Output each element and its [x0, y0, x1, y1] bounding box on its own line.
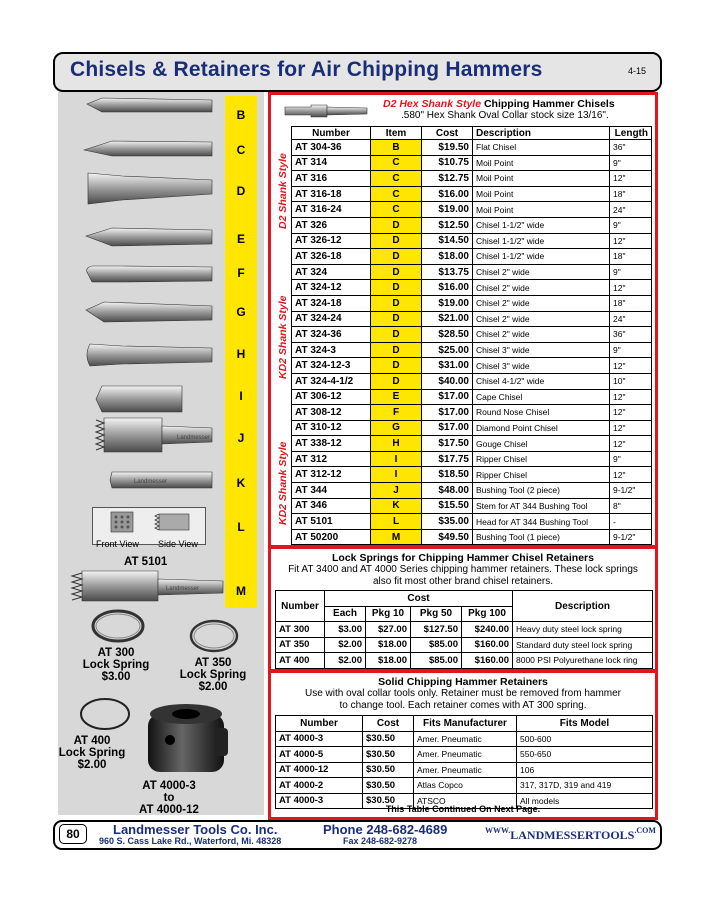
table-row [276, 637, 653, 653]
springs-h-each: Each [325, 606, 366, 622]
cell-item: K [371, 498, 422, 514]
cell-number: AT 316-18 [292, 186, 371, 202]
cell-description: Heavy duty steel lock spring [513, 622, 653, 638]
company-fax: Fax 248-682-9278 [343, 836, 418, 846]
letter-j: J [237, 431, 245, 445]
cell-number: AT 4000-2 [276, 778, 363, 794]
one-piece-bushing-tool-icon [68, 565, 228, 607]
cell-length: 9-1/2" [610, 483, 652, 499]
cell-length: 24" [610, 202, 652, 218]
cell-length: 12" [610, 358, 652, 374]
springs-table [275, 590, 653, 669]
cell-model: 550-650 [517, 747, 653, 763]
cell-number: AT 4000-12 [276, 762, 363, 778]
cell-cost: $25.00 [422, 342, 473, 358]
cell-pkg50: $127.50 [411, 622, 462, 638]
cell-item: D [371, 373, 422, 389]
cell-description: 8000 PSI Polyurethane lock ring [513, 653, 653, 669]
cell-cost: $18.00 [422, 249, 473, 265]
cell-length: 12" [610, 171, 652, 187]
table-row [292, 280, 652, 296]
company-name: Landmesser Tools Co. Inc. [113, 822, 278, 837]
polyurethane-lock-ring-icon [76, 694, 134, 734]
chisel-table-body [292, 140, 652, 545]
cell-number: AT 324-12-3 [292, 358, 371, 374]
cell-description: Chisel 4-1/2" wide [473, 373, 610, 389]
table-row [292, 498, 652, 514]
standard-lock-spring-icon [186, 616, 242, 656]
table-row [292, 186, 652, 202]
cell-number: AT 338-12 [292, 436, 371, 452]
cell-description: Moil Point [473, 155, 610, 171]
cell-length: 9-1/2" [610, 529, 652, 545]
letter-l: L [237, 520, 245, 534]
cell-item: D [371, 233, 422, 249]
at400-caption: AT 400 Lock Spring $2.00 [58, 735, 126, 771]
col-cost: Cost [422, 127, 473, 140]
cell-model: 500-600 [517, 731, 653, 747]
cell-description: Chisel 1-1/2" wide [473, 233, 610, 249]
chisel-table [291, 126, 652, 545]
cell-manufacturer: Amer. Pneumatic [414, 747, 517, 763]
page-footer [53, 820, 662, 850]
retainers-section [268, 670, 658, 820]
page-title: Chisels & Retainers for Air Chipping Hammers [70, 58, 543, 81]
cell-description: Moil Point [473, 186, 610, 202]
table-row [276, 747, 653, 763]
cell-description: Gouge Chisel [473, 436, 610, 452]
cell-pkg100: $240.00 [462, 622, 513, 638]
chisel-illustrations [82, 96, 222, 536]
table-row [292, 155, 652, 171]
cell-cost: $31.00 [422, 358, 473, 374]
cell-length: 12" [610, 233, 652, 249]
cell-description: Bushing Tool (2 piece) [473, 483, 610, 499]
cell-number: AT 4000-3 [276, 793, 363, 809]
cell-description: Bushing Tool (1 piece) [473, 529, 610, 545]
retainers-line2: to change tool. Each retainer comes with AT 300 spring. [339, 700, 587, 711]
cell-number: AT 350 [276, 637, 325, 653]
flat-chisel-icon [87, 98, 212, 112]
cell-cost: $18.50 [422, 467, 473, 483]
cell-cost: $12.50 [422, 217, 473, 233]
cell-number: AT 324 [292, 264, 371, 280]
table-row [292, 140, 652, 156]
cell-length: 12" [610, 389, 652, 405]
cell-cost: $19.00 [422, 295, 473, 311]
table-row [292, 358, 652, 374]
cell-item: D [371, 280, 422, 296]
springs-h-pkg100: Pkg 100 [462, 606, 513, 622]
cell-length: 9" [610, 342, 652, 358]
table-row [292, 405, 652, 421]
cell-cost: $30.50 [363, 747, 414, 763]
cell-each: $3.00 [325, 622, 366, 638]
company-address: 960 S. Cass Lake Rd., Waterford, Mi. 48328 [99, 836, 282, 846]
lock-springs-section [268, 546, 658, 672]
springs-h-pkg10: Pkg 10 [366, 606, 411, 622]
springs-h-desc: Description [513, 591, 653, 622]
cell-description: Stem for AT 344 Bushing Tool [473, 498, 610, 514]
cell-cost: $49.50 [422, 529, 473, 545]
cell-cost: $12.75 [422, 171, 473, 187]
cell-length: 36" [610, 140, 652, 156]
table-row [292, 483, 652, 499]
col-length: Length [610, 127, 652, 140]
cell-cost: $13.75 [422, 264, 473, 280]
cell-pkg10: $18.00 [366, 653, 411, 669]
cell-number: AT 308-12 [292, 405, 371, 421]
cell-item: G [371, 420, 422, 436]
cell-cost: $14.50 [422, 233, 473, 249]
cell-item: E [371, 389, 422, 405]
cell-description: Chisel 2" wide [473, 327, 610, 343]
retainer-icon [140, 700, 236, 782]
cell-item: L [371, 514, 422, 530]
letter-b: B [236, 108, 246, 122]
cell-manufacturer: Atlas Copco [414, 778, 517, 794]
cell-length: 12" [610, 280, 652, 296]
cell-item: B [371, 140, 422, 156]
table-row [292, 342, 652, 358]
letter-d: D [236, 184, 246, 198]
cell-item: D [371, 264, 422, 280]
cell-description: Chisel 2" wide [473, 264, 610, 280]
cell-number: AT 324-18 [292, 295, 371, 311]
cell-cost: $17.50 [422, 436, 473, 452]
letter-i: I [239, 389, 243, 403]
ret-h-cost: Cost [363, 716, 414, 732]
cell-pkg10: $27.00 [366, 622, 411, 638]
cell-length: 12" [610, 420, 652, 436]
cell-description: Chisel 2" wide [473, 295, 610, 311]
table-row [292, 233, 652, 249]
table-row [276, 731, 653, 747]
table-row [292, 202, 652, 218]
round-nose-chisel-icon [87, 266, 212, 282]
table-row [292, 249, 652, 265]
cell-number: AT 326-18 [292, 249, 371, 265]
cell-description: Chisel 2" wide [473, 311, 610, 327]
cell-number: AT 316-24 [292, 202, 371, 218]
cell-number: AT 324-4-1/2 [292, 373, 371, 389]
cell-item: D [371, 311, 422, 327]
cell-item: J [371, 483, 422, 499]
table-row [292, 514, 652, 530]
cell-cost: $16.00 [422, 186, 473, 202]
cell-cost: $28.50 [422, 327, 473, 343]
bushing-tool-icon [96, 418, 212, 452]
cell-length: 18" [610, 295, 652, 311]
table-row [276, 622, 653, 638]
springs-line2: also fit most other brand chisel retainers. [372, 576, 554, 587]
cell-number: AT 326-12 [292, 233, 371, 249]
table-row [276, 762, 653, 778]
cell-description: Ripper Chisel [473, 467, 610, 483]
continued-note: This Table Continued On Next Page. [385, 804, 541, 814]
table-row [292, 295, 652, 311]
cell-item: I [371, 451, 422, 467]
cell-number: AT 400 [276, 653, 325, 669]
table-row [276, 778, 653, 794]
letter-e: E [236, 232, 245, 246]
table-row [292, 264, 652, 280]
cell-description: Chisel 1-1/2" wide [473, 217, 610, 233]
side-label-kd2-a: KD2 Shank Style [277, 295, 289, 379]
cell-number: AT 300 [276, 622, 325, 638]
cell-length: 8" [610, 498, 652, 514]
table-row [292, 436, 652, 452]
cell-length: 18" [610, 186, 652, 202]
cell-item: D [371, 249, 422, 265]
table-row [292, 420, 652, 436]
cell-cost: $16.00 [422, 280, 473, 296]
cell-length: 36" [610, 327, 652, 343]
cell-manufacturer: Amer. Pneumatic [414, 731, 517, 747]
cell-model: 317, 317D, 319 and 419 [517, 778, 653, 794]
cell-number: AT 314 [292, 155, 371, 171]
table-header-row [292, 127, 652, 140]
cell-description: Standard duty steel lock spring [513, 637, 653, 653]
cell-description: Moil Point [473, 171, 610, 187]
ret-h-number: Number [276, 716, 363, 732]
cell-model: 106 [517, 762, 653, 778]
cell-description: Moil Point [473, 202, 610, 218]
cell-length: 18" [610, 249, 652, 265]
letter-h: H [236, 347, 246, 361]
cell-cost: $30.50 [363, 778, 414, 794]
cell-cost: $17.75 [422, 451, 473, 467]
cell-item: D [371, 295, 422, 311]
cell-cost: $17.00 [422, 420, 473, 436]
retainers-table [275, 715, 653, 809]
at5101-label: AT 5101 [124, 556, 168, 568]
cell-description: Ripper Chisel [473, 451, 610, 467]
chisel-section [268, 92, 658, 548]
cell-number: AT 5101 [292, 514, 371, 530]
side-label-kd2-b: KD2 Shank Style [277, 441, 289, 525]
svg-text:Landmesser: Landmesser [166, 586, 200, 592]
cell-cost: $30.50 [363, 793, 414, 809]
cell-number: AT 50200 [292, 529, 371, 545]
cell-pkg10: $18.00 [366, 637, 411, 653]
cell-length: 12" [610, 436, 652, 452]
table-row [292, 389, 652, 405]
cell-cost: $40.00 [422, 373, 473, 389]
cell-cost: $10.75 [422, 155, 473, 171]
front-view-label: Front View [96, 539, 139, 549]
cell-number: AT 312-12 [292, 467, 371, 483]
cell-pkg100: $160.00 [462, 653, 513, 669]
cell-item: C [371, 186, 422, 202]
cell-item: I [371, 467, 422, 483]
cell-cost: $17.00 [422, 405, 473, 421]
cell-number: AT 4000-3 [276, 731, 363, 747]
chisel-subtitle: .580" Hex Shank Oval Collar stock size 13/16". [401, 110, 609, 121]
cell-cost: $48.00 [422, 483, 473, 499]
company-website[interactable]: $^{WWW.}LANDMESSERTOOLS^{.COM}$ [485, 826, 656, 842]
moil-point-icon [84, 141, 212, 156]
cell-manufacturer: Amer. Pneumatic [414, 762, 517, 778]
cell-pkg50: $85.00 [411, 637, 462, 653]
table-row [292, 529, 652, 545]
cell-item: H [371, 436, 422, 452]
cell-number: AT 304-36 [292, 140, 371, 156]
letter-g: G [236, 305, 246, 319]
col-number: Number [292, 127, 371, 140]
ripper-chisel-icon [96, 386, 182, 412]
cell-item: C [371, 155, 422, 171]
cell-length: 9" [610, 155, 652, 171]
heavy-lock-spring-icon [88, 606, 148, 646]
cell-pkg50: $85.00 [411, 653, 462, 669]
cell-description: Chisel 2" wide [473, 280, 610, 296]
cell-cost: $19.00 [422, 202, 473, 218]
cell-number: AT 316 [292, 171, 371, 187]
cell-number: AT 4000-5 [276, 747, 363, 763]
cell-cost: $30.50 [363, 731, 414, 747]
svg-text:Landmesser: Landmesser [177, 435, 211, 441]
page-ref: 4-15 [627, 66, 646, 76]
letter-m: M [236, 584, 246, 598]
cell-item: C [371, 202, 422, 218]
cell-length: 12" [610, 467, 652, 483]
cell-cost: $17.00 [422, 389, 473, 405]
springs-title: Lock Springs for Chipping Hammer Chisel Retainers [332, 552, 594, 564]
cell-length: 10" [610, 373, 652, 389]
page-header [53, 52, 662, 92]
letter-k: K [236, 476, 246, 490]
cell-each: $2.00 [325, 637, 366, 653]
cell-item: C [371, 171, 422, 187]
side-view-label: Side View [158, 539, 198, 549]
gouge-chisel-icon [87, 344, 212, 366]
cell-each: $2.00 [325, 653, 366, 669]
table-row [292, 467, 652, 483]
at300-caption: AT 300 Lock Spring $3.00 [82, 647, 150, 683]
cell-length: 12" [610, 405, 652, 421]
table-row [292, 217, 652, 233]
col-item: Item [371, 127, 422, 140]
cell-cost: $15.50 [422, 498, 473, 514]
cell-length: - [610, 514, 652, 530]
table-row [292, 373, 652, 389]
side-label-d2: D2 Shank Style [277, 153, 289, 229]
cell-model: All models [517, 793, 653, 809]
page-number: 80 [59, 824, 87, 844]
springs-h-pkg50: Pkg 50 [411, 606, 462, 622]
at4000-caption: AT 4000-3 to AT 4000-12 [139, 780, 199, 816]
cell-cost: $30.50 [363, 762, 414, 778]
cell-number: AT 346 [292, 498, 371, 514]
cell-number: AT 344 [292, 483, 371, 499]
svg-text:Landmesser: Landmesser [134, 479, 168, 485]
cell-cost: $35.00 [422, 514, 473, 530]
cell-item: M [371, 529, 422, 545]
cell-cost: $21.00 [422, 311, 473, 327]
company-phone: Phone 248-682-4689 [323, 822, 448, 837]
cell-number: AT 310-12 [292, 420, 371, 436]
col-description: Description [473, 127, 610, 140]
bushing-stem-icon [110, 472, 212, 488]
cell-number: AT 324-24 [292, 311, 371, 327]
table-row [292, 327, 652, 343]
table-row [292, 451, 652, 467]
wide-chisel-icon [88, 173, 212, 204]
springs-h-number: Number [276, 591, 325, 622]
cell-cost: $19.50 [422, 140, 473, 156]
cell-description: Chisel 3" wide [473, 358, 610, 374]
at350-caption: AT 350 Lock Spring $2.00 [179, 657, 247, 693]
table-row [276, 653, 653, 669]
table-row [292, 171, 652, 187]
cell-length: 24" [610, 311, 652, 327]
cell-item: D [371, 342, 422, 358]
cell-length: 9" [610, 264, 652, 280]
ret-h-manufacturer: Fits Manufacturer [414, 716, 517, 732]
cell-description: Cape Chisel [473, 389, 610, 405]
cell-number: AT 306-12 [292, 389, 371, 405]
springs-h-cost: Cost [325, 591, 513, 607]
cell-description: Round Nose Chisel [473, 405, 610, 421]
hex-shank-icon [281, 97, 371, 123]
cell-item: F [371, 405, 422, 421]
cell-item: D [371, 217, 422, 233]
cell-number: AT 312 [292, 451, 371, 467]
cell-description: Head for AT 344 Bushing Tool [473, 514, 610, 530]
springs-line1: Fit AT 3400 and AT 4000 Series chipping hammer retainers. These lock springs [288, 564, 638, 575]
cell-number: AT 326 [292, 217, 371, 233]
table-row [292, 311, 652, 327]
retainers-line1: Use with oval collar tools only. Retainer must be removed from hammer [304, 688, 622, 699]
cell-description: Flat Chisel [473, 140, 610, 156]
cell-description: Diamond Point Chisel [473, 420, 610, 436]
cell-length: 9" [610, 451, 652, 467]
diamond-point-chisel-icon [86, 302, 212, 322]
cell-number: AT 324-36 [292, 327, 371, 343]
cell-item: D [371, 358, 422, 374]
item-letter-column [225, 96, 257, 608]
retainers-title: Solid Chipping Hammer Retainers [378, 676, 548, 688]
cell-number: AT 324-3 [292, 342, 371, 358]
cell-description: Chisel 3" wide [473, 342, 610, 358]
cell-number: AT 324-12 [292, 280, 371, 296]
chisel-title: D2 Hex Shank Style Chipping Hammer Chisels [383, 98, 615, 110]
cell-manufacturer: ATSCO [414, 793, 517, 809]
cell-pkg100: $160.00 [462, 637, 513, 653]
ret-h-model: Fits Model [517, 716, 653, 732]
letter-f: F [237, 266, 245, 280]
cell-length: 9" [610, 217, 652, 233]
cape-chisel-icon [86, 228, 212, 246]
letter-c: C [236, 143, 246, 157]
cell-description: Chisel 1-1/2" wide [473, 249, 610, 265]
cell-item: D [371, 327, 422, 343]
